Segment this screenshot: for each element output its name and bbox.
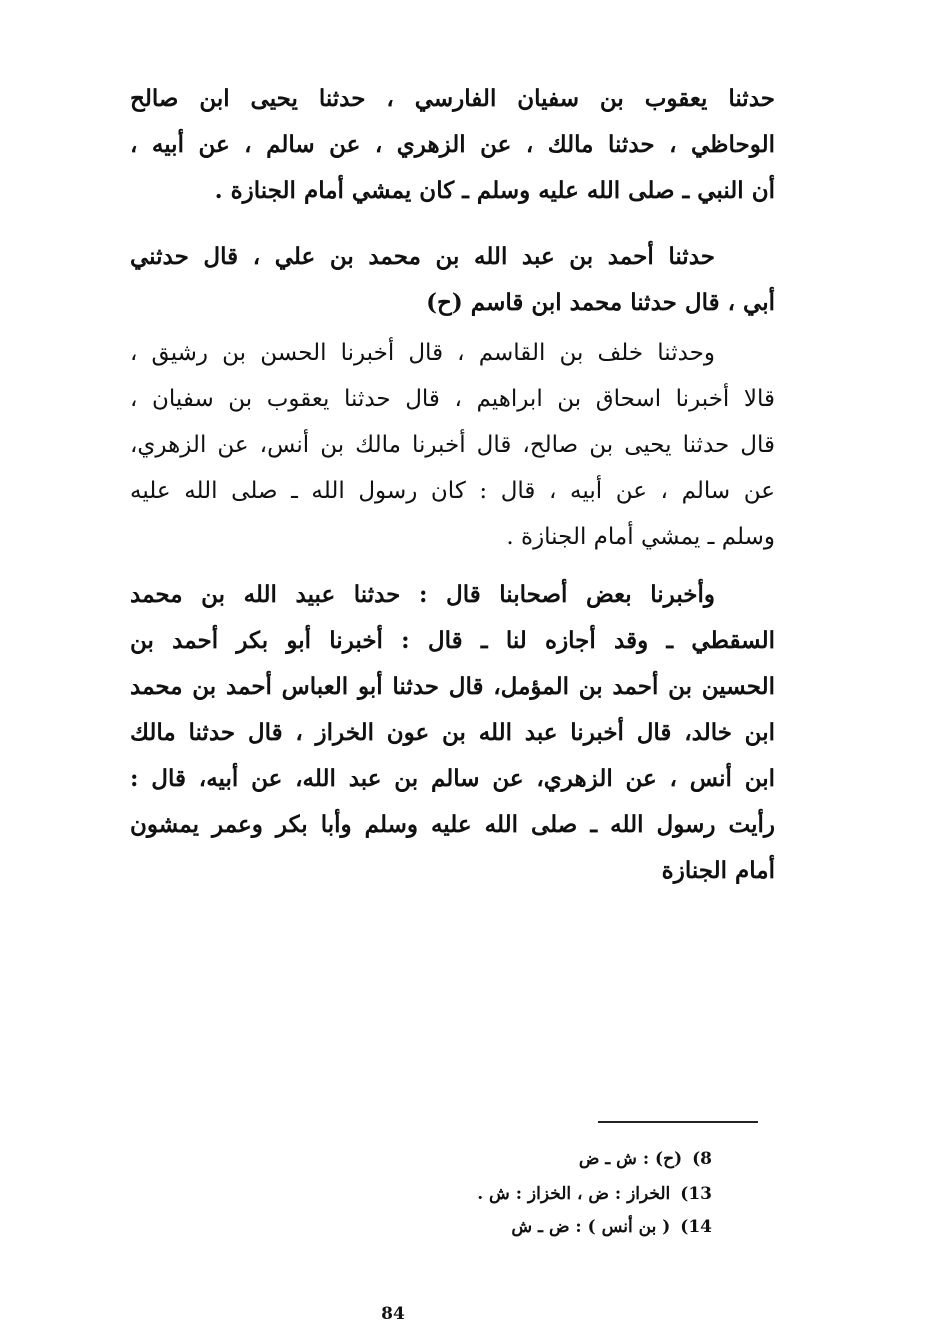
- text-line: حدثنا يعقوب بن سفيان الفارسي ، حدثنا يحيى ابن صالح: [130, 85, 775, 112]
- footnote-text: (ح) : ش ـ ض: [578, 1149, 683, 1169]
- footnote: [579, 1145, 712, 1173]
- footnote-separator: [598, 1121, 758, 1123]
- text-line: ابن خالد، قال أخبرنا عبد الله بن عون الخراز ، قال حدثنا مالك: [130, 719, 775, 746]
- footnote-number: 8): [692, 1149, 712, 1169]
- footnote-number: 14): [680, 1217, 712, 1237]
- text-line: عن سالم ، عن أبيه ، قال : كان رسول الله ـ صلى الله عليه: [130, 478, 775, 504]
- text-line: أمام الجنازة: [661, 857, 775, 884]
- text-line: أن النبي ـ صلى الله عليه وسلم ـ كان يمشي أمام الجنازة .: [214, 177, 775, 204]
- footnote: [477, 1180, 712, 1208]
- text-line: قالا أخبرنا اسحاق بن ابراهيم ، قال حدثنا يعقوب بن سفيان ،: [130, 386, 775, 412]
- footnote: [511, 1213, 712, 1241]
- text-line: حدثنا أحمد بن عبد الله بن محمد بن علي ، قال حدثني: [130, 243, 715, 270]
- text-line: الحسين بن أحمد بن المؤمل، قال حدثنا أبو العباس أحمد بن محمد: [130, 673, 775, 700]
- footnote-text: ( بن أنس ) : ض ـ ش: [511, 1217, 671, 1237]
- text-line: الوحاظي ، حدثنا مالك ، عن الزهري ، عن سالم ، عن أبيه ،: [130, 131, 775, 158]
- footnote-number: 13): [680, 1184, 712, 1204]
- footnote-text: الخراز : ض ، الخزاز : ش .: [477, 1184, 671, 1204]
- text-line: رأيت رسول الله ـ صلى الله عليه وسلم وأبا بكر وعمر يمشون: [130, 811, 775, 838]
- paragraph-3: [130, 330, 775, 560]
- text-line: قال حدثنا يحيى بن صالح، قال أخبرنا مالك بن أنس، عن الزهري،: [130, 432, 775, 458]
- paragraph-1: [130, 76, 775, 214]
- paragraph-4: [130, 572, 775, 894]
- text-line: السقطي ـ وقد أجازه لنا ـ قال : أخبرنا أبو بكر أحمد بن: [130, 627, 775, 654]
- text-line: ابن أنس ، عن الزهري، عن سالم بن عبد الله، عن أبيه، قال :: [130, 765, 775, 792]
- page-number: 84: [381, 1304, 405, 1324]
- text-line: وسلم ـ يمشي أمام الجنازة .: [506, 524, 775, 550]
- text-line: وحدثنا خلف بن القاسم ، قال أخبرنا الحسن بن رشيق ،: [130, 340, 715, 366]
- text-line: وأخبرنا بعض أصحابنا قال : حدثنا عبيد الله بن محمد: [130, 581, 715, 608]
- paragraph-2: [130, 234, 775, 326]
- text-line: أبي ، قال حدثنا محمد ابن قاسم (ح): [426, 289, 775, 316]
